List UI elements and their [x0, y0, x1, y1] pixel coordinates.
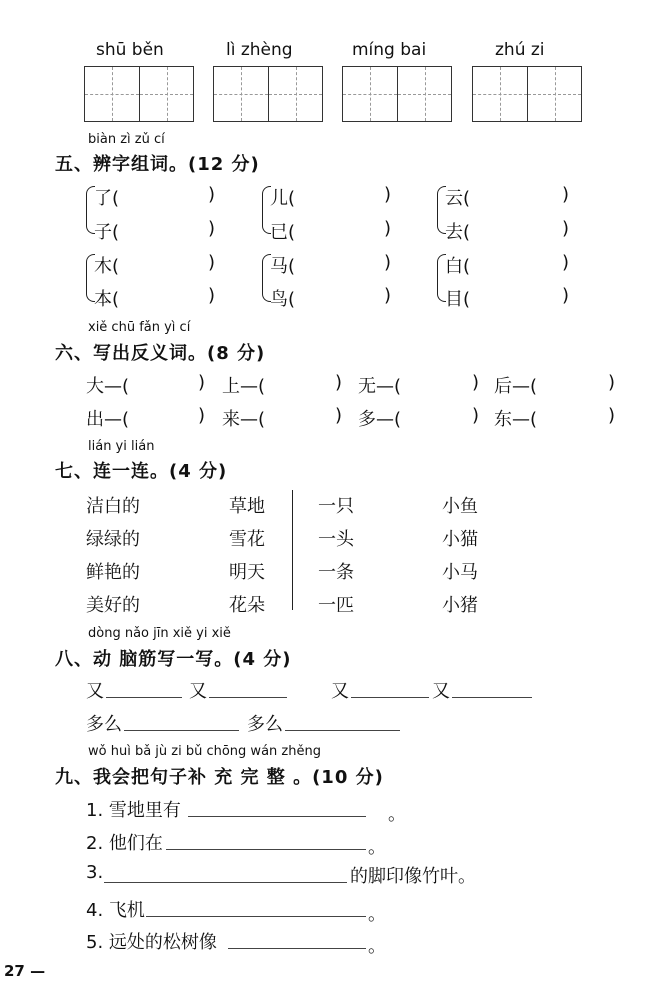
- sec5-close: ): [562, 184, 570, 205]
- sec5-close: ): [562, 218, 570, 239]
- sec6-close: ): [335, 372, 343, 393]
- match-item[interactable]: 小鱼: [442, 496, 478, 517]
- answer-line[interactable]: [285, 730, 400, 731]
- match-item[interactable]: 美好的: [86, 595, 140, 616]
- answer-line[interactable]: [146, 916, 366, 917]
- sec6-item: 出—(: [86, 409, 130, 430]
- match-item[interactable]: 洁白的: [86, 496, 140, 517]
- match-item[interactable]: 一头: [318, 529, 354, 550]
- sec5-item: 已(: [270, 222, 296, 243]
- answer-line[interactable]: [351, 697, 429, 698]
- match-item[interactable]: 绿绿的: [86, 529, 140, 550]
- sec5-item: 马(: [270, 256, 296, 277]
- answer-line[interactable]: [106, 697, 182, 698]
- sec5-item: 鸟(: [270, 289, 296, 310]
- answer-line[interactable]: [209, 697, 287, 698]
- sec5-close: ): [208, 218, 216, 239]
- sec6-item: 多—(: [358, 409, 402, 430]
- sentence-4: 4. 飞机: [86, 900, 145, 921]
- duome-word: 多么: [247, 714, 283, 735]
- pinyin-lizheng: lì zhèng: [226, 40, 293, 60]
- sec5-close: ): [208, 285, 216, 306]
- sec6-item: 来—(: [222, 409, 266, 430]
- sec6-item: 无—(: [358, 376, 402, 397]
- sec6-item: 大—(: [86, 376, 130, 397]
- sentence-5: 5. 远处的松树像: [86, 932, 217, 953]
- pinyin-zhuzi: zhú zi: [495, 40, 545, 60]
- you-char: 又: [432, 681, 450, 702]
- sentence-1: 1. 雪地里有: [86, 800, 181, 821]
- sec5-close: ): [208, 184, 216, 205]
- you-char: 又: [189, 681, 207, 702]
- match-item[interactable]: 雪花: [229, 529, 265, 550]
- sec6-close: ): [198, 405, 206, 426]
- match-item[interactable]: 一条: [318, 562, 354, 583]
- sec6-item: 后—(: [494, 376, 538, 397]
- answer-line[interactable]: [452, 697, 532, 698]
- answer-line[interactable]: [188, 816, 366, 817]
- match-item[interactable]: 明天: [229, 562, 265, 583]
- pinyin-shuben: shū běn: [96, 40, 164, 60]
- sec9-pinyin: wǒ huì bǎ jù zi bǔ chōng wán zhěng: [88, 744, 321, 759]
- match-item[interactable]: 小猪: [442, 595, 478, 616]
- you-char: 又: [331, 681, 349, 702]
- sec5-close: ): [384, 218, 392, 239]
- sec7-pinyin: lián yi lián: [88, 439, 155, 454]
- sec5-close: ): [562, 285, 570, 306]
- sec5-item: 本(: [94, 289, 120, 310]
- sec5-close: ): [384, 285, 392, 306]
- sec7-title: 七、连一连。(4 分): [55, 461, 228, 482]
- page-number: 27 —: [4, 962, 46, 980]
- sec5-title: 五、辨字组词。(12 分): [55, 154, 260, 175]
- sec5-close: ): [384, 184, 392, 205]
- writing-grid-3[interactable]: [342, 66, 452, 122]
- sentence-2: 2. 他们在: [86, 833, 163, 854]
- sec5-item: 目(: [445, 289, 471, 310]
- divider: [292, 490, 293, 610]
- pinyin-mingbai: míng bai: [352, 40, 427, 60]
- sec9-title: 九、我会把句子补 充 完 整 。(10 分): [55, 767, 384, 788]
- answer-line[interactable]: [104, 882, 347, 883]
- answer-line[interactable]: [166, 849, 366, 850]
- match-item[interactable]: 一匹: [318, 595, 354, 616]
- answer-line[interactable]: [228, 948, 366, 949]
- you-char: 又: [86, 681, 104, 702]
- period: 。: [368, 837, 386, 858]
- sec5-item: 去(: [445, 222, 471, 243]
- sec6-close: ): [608, 405, 616, 426]
- match-item[interactable]: 草地: [229, 496, 265, 517]
- duome-word: 多么: [86, 714, 122, 735]
- sec5-close: ): [208, 252, 216, 273]
- period: 。: [368, 904, 386, 925]
- sec5-close: ): [384, 252, 392, 273]
- sec6-title: 六、写出反义词。(8 分): [55, 343, 266, 364]
- match-item[interactable]: 花朵: [229, 595, 265, 616]
- sec5-pinyin: biàn zì zǔ cí: [88, 132, 165, 147]
- sec8-title: 八、动 脑筋写一写。(4 分): [55, 649, 292, 670]
- answer-line[interactable]: [124, 730, 239, 731]
- match-item[interactable]: 小马: [442, 562, 478, 583]
- sec6-item: 东—(: [494, 409, 538, 430]
- sec6-close: ): [472, 405, 480, 426]
- sec5-item: 白(: [445, 256, 471, 277]
- sec6-close: ): [335, 405, 343, 426]
- sec5-item: 子(: [94, 222, 120, 243]
- sec5-item: 木(: [94, 256, 120, 277]
- sec6-close: ): [472, 372, 480, 393]
- sec5-close: ): [562, 252, 570, 273]
- period: 。: [388, 804, 406, 825]
- match-item[interactable]: 鲜艳的: [86, 562, 140, 583]
- sec5-item: 儿(: [270, 188, 296, 209]
- writing-grid-2[interactable]: [213, 66, 323, 122]
- period: 。: [368, 936, 386, 957]
- sec6-close: ): [198, 372, 206, 393]
- sec6-pinyin: xiě chū fǎn yì cí: [88, 320, 191, 335]
- match-item[interactable]: 小猫: [442, 529, 478, 550]
- sec6-item: 上—(: [222, 376, 266, 397]
- sec6-close: ): [608, 372, 616, 393]
- sentence-3-suffix: 的脚印像竹叶。: [350, 866, 476, 887]
- sentence-3-prefix: 3.: [86, 862, 104, 883]
- sec5-item: 了(: [94, 188, 120, 209]
- sec5-item: 云(: [445, 188, 471, 209]
- match-item[interactable]: 一只: [318, 496, 354, 517]
- writing-grid-4[interactable]: [472, 66, 582, 122]
- writing-grid-1[interactable]: [84, 66, 194, 122]
- sec8-pinyin: dòng nǎo jīn xiě yi xiě: [88, 626, 231, 641]
